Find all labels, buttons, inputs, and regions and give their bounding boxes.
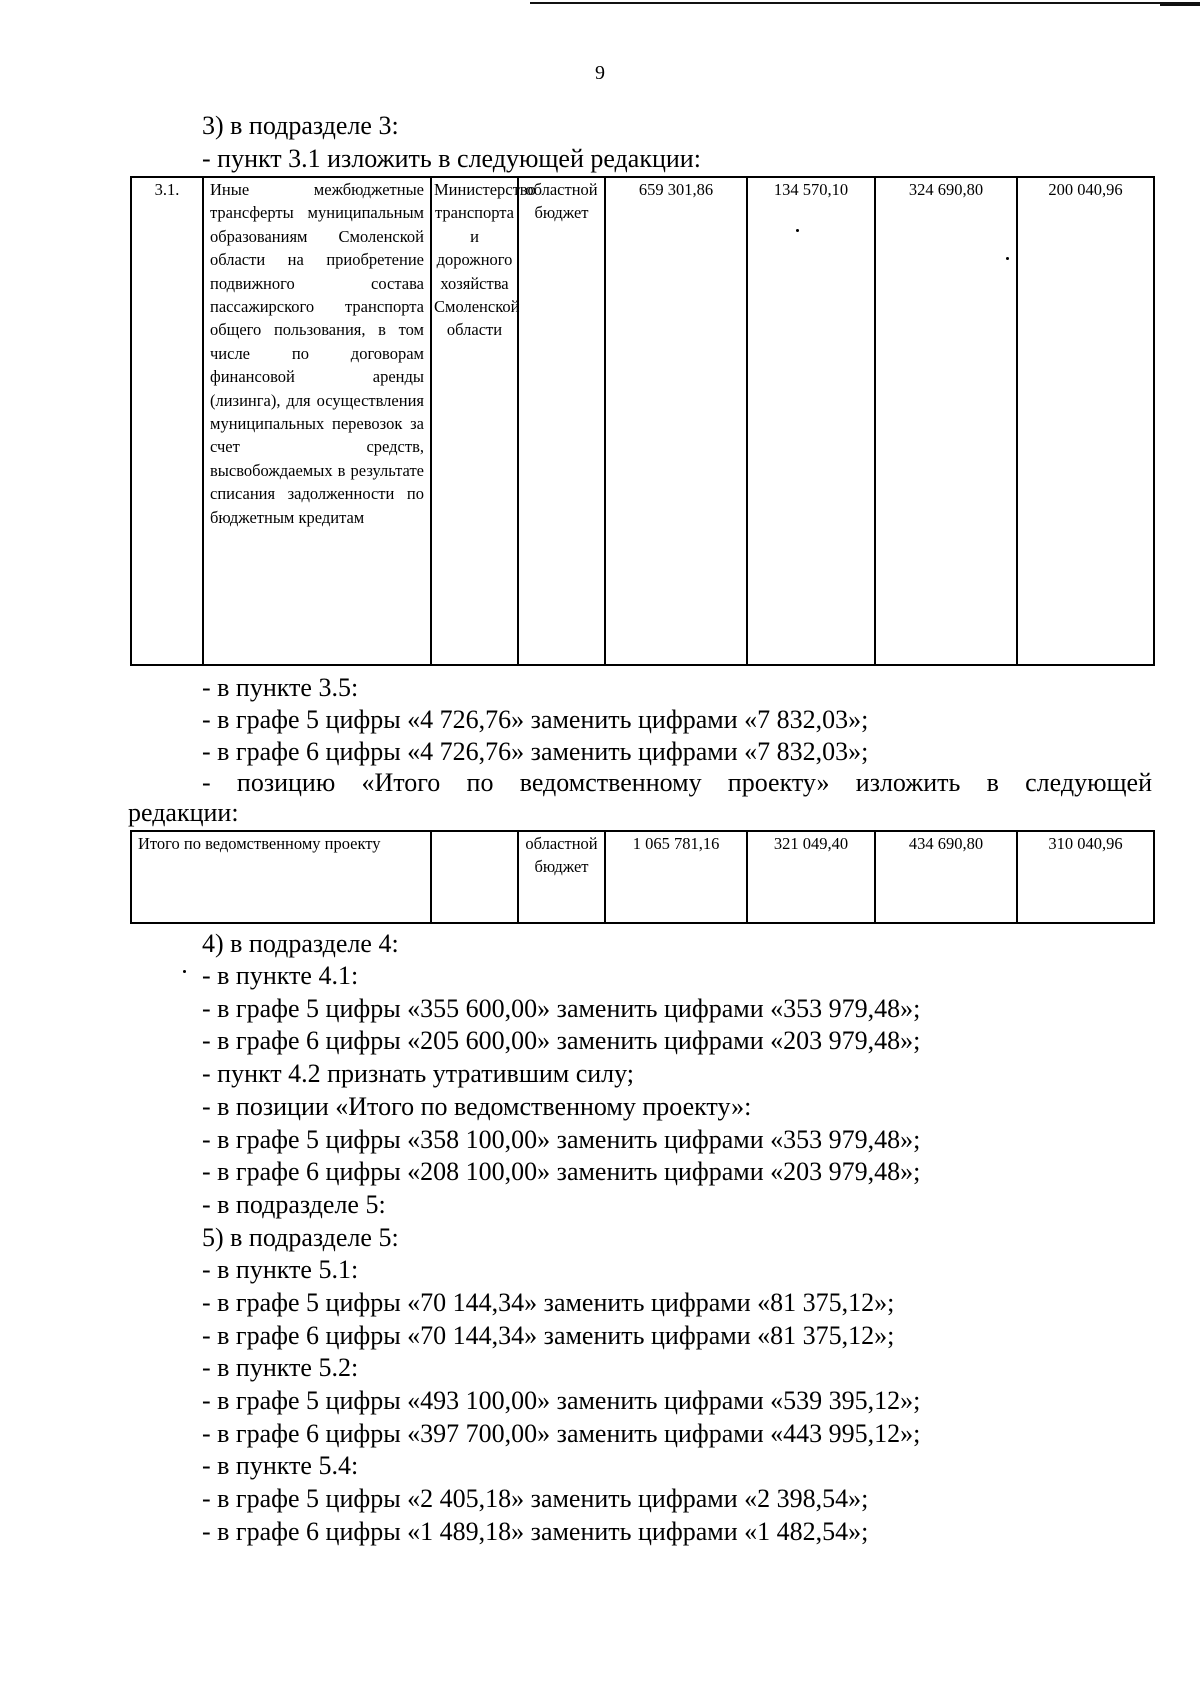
section3-heading: 3) в подразделе 3: bbox=[202, 111, 399, 140]
item-year1: 134 570,10 bbox=[747, 177, 875, 665]
text-line: - в графе 6 цифры «1 489,18» заменить цифрами «1 482,54»; bbox=[202, 1517, 869, 1546]
itogo-total: 1 065 781,16 bbox=[605, 831, 747, 923]
text-line: - в графе 5 цифры «70 144,34» заменить цифрами «81 375,12»; bbox=[202, 1288, 895, 1317]
text-line: 5) в подразделе 5: bbox=[202, 1223, 399, 1252]
section3-intro: - пункт 3.1 изложить в следующей редакции: bbox=[202, 144, 701, 173]
text-line: - в графе 6 цифры «397 700,00» заменить цифрами «443 995,12»; bbox=[202, 1419, 921, 1448]
scan-edge-line bbox=[530, 2, 1200, 4]
text-line: - в позиции «Итого по ведомственному проекту»: bbox=[202, 1092, 752, 1121]
item-3-1-table bbox=[130, 176, 1155, 666]
text-line: - в графе 6 цифры «4 726,76» заменить цифрами «7 832,03»; bbox=[202, 737, 869, 766]
item-year2: 324 690,80 bbox=[875, 177, 1017, 665]
itogo-executor bbox=[431, 831, 518, 923]
text-line: - пункт 4.2 признать утратившим силу; bbox=[202, 1059, 635, 1088]
text-line: 4) в подразделе 4: bbox=[202, 929, 399, 958]
text-line: - в графе 5 цифры «2 405,18» заменить цифрами «2 398,54»; bbox=[202, 1484, 869, 1513]
itogo-year1: 321 049,40 bbox=[747, 831, 875, 923]
itogo-year2: 434 690,80 bbox=[875, 831, 1017, 923]
scan-speck bbox=[183, 970, 186, 973]
text-line: - в пункте 5.4: bbox=[202, 1451, 359, 1480]
itogo-intro-line bbox=[202, 767, 1152, 799]
text-line: - в графе 5 цифры «4 726,76» заменить цифрами «7 832,03»; bbox=[202, 705, 869, 734]
item-name: Иные межбюджетные трансферты муниципальным образованиям Смоленской области на приобретение подвижного состава пассажирского транспорта общего пользования, в том числе по договорам финансовой аренды (лизинга), для осуществления муниципальных перевозок за счет средств, высвобождаемых в результате списания задолженности по бюджетным кредитам bbox=[203, 177, 431, 665]
table-row bbox=[131, 831, 1154, 923]
table-row bbox=[131, 177, 1154, 665]
item-number: 3.1. bbox=[131, 177, 203, 665]
text-line: - в графе 6 цифры «205 600,00» заменить цифрами «203 979,48»; bbox=[202, 1026, 921, 1055]
item-executor: Министерство транспорта и дорожного хозяйства Смоленской области bbox=[431, 177, 518, 665]
text-line: - в графе 5 цифры «493 100,00» заменить цифрами «539 395,12»; bbox=[202, 1386, 921, 1415]
text-line: - в пункте 5.1: bbox=[202, 1255, 359, 1284]
text-line: - в графе 6 цифры «208 100,00» заменить цифрами «203 979,48»; bbox=[202, 1157, 921, 1186]
item-total: 659 301,86 bbox=[605, 177, 747, 665]
itogo-intro-text: - позицию «Итого по ведомственному проекту» изложить в следующей bbox=[202, 768, 1152, 797]
itogo-year3: 310 040,96 bbox=[1017, 831, 1154, 923]
text-line: - в графе 5 цифры «355 600,00» заменить цифрами «353 979,48»; bbox=[202, 994, 921, 1023]
itogo-table bbox=[130, 830, 1155, 924]
itogo-name: Итого по ведомственному проекту bbox=[131, 831, 431, 923]
text-line: - в графе 5 цифры «358 100,00» заменить цифрами «353 979,48»; bbox=[202, 1125, 921, 1154]
text-line: - в пункте 4.1: bbox=[202, 961, 359, 990]
text-line: - в подразделе 5: bbox=[202, 1190, 386, 1219]
item-funding-source: областной бюджет bbox=[518, 177, 605, 665]
scan-speck bbox=[1006, 257, 1009, 260]
page-number: 9 bbox=[595, 62, 605, 84]
text-line: - в пункте 3.5: bbox=[202, 673, 359, 702]
itogo-intro-continuation: редакции: bbox=[128, 798, 239, 827]
text-line: - в пункте 5.2: bbox=[202, 1353, 359, 1382]
text-line: - в графе 6 цифры «70 144,34» заменить цифрами «81 375,12»; bbox=[202, 1321, 895, 1350]
scan-speck bbox=[796, 229, 799, 232]
scan-edge-line bbox=[1160, 4, 1200, 6]
item-year3: 200 040,96 bbox=[1017, 177, 1154, 665]
itogo-funding-source: областной бюджет bbox=[518, 831, 605, 923]
